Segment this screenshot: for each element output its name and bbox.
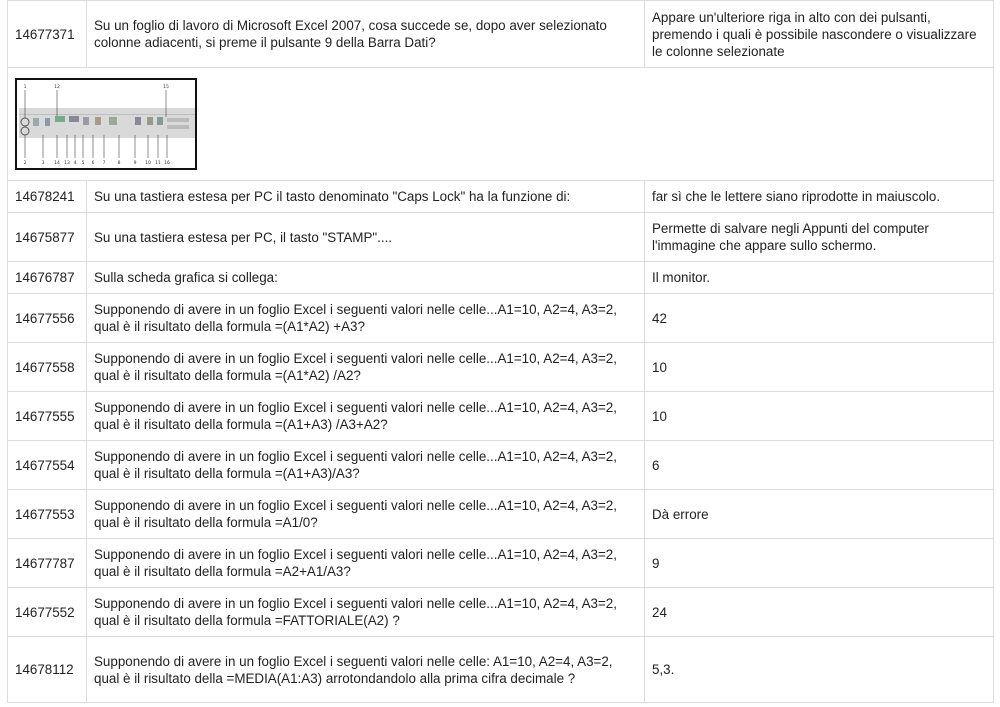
question-text: Su una tastiera estesa per PC il tasto denominato "Caps Lock" ha la funzione di:	[87, 181, 645, 213]
answer-text: 9	[645, 539, 994, 588]
answer-text: Permette di salvare negli Appunti del computer l'immagine che appare sullo schermo.	[645, 213, 994, 262]
table-row	[8, 181, 994, 213]
ribbon-button-icon	[109, 117, 117, 125]
ribbon-button-icon	[55, 116, 65, 122]
question-id: 14678241	[8, 181, 87, 213]
callout-number: 16	[164, 161, 170, 166]
answer-text: 5,3.	[645, 637, 994, 703]
question-id: 14677371	[8, 1, 87, 68]
table-row	[8, 588, 994, 637]
callout-number: 6	[91, 161, 95, 166]
callout-number: 3	[41, 161, 45, 166]
questions-table	[7, 0, 994, 703]
answer-text: Dà errore	[645, 490, 994, 539]
table-row	[8, 1, 994, 68]
question-text: Su un foglio di lavoro di Microsoft Excel 2007, cosa succede se, dopo aver selezionato colonne adiacenti, si preme il pulsante 9 della Barra Dati?	[87, 1, 645, 68]
question-text: Supponendo di avere in un foglio Excel i seguenti valori nelle celle...A1=10, A2=4, A3=2, qual è il risultato della formula =A1/0?	[87, 490, 645, 539]
table-row	[8, 213, 994, 262]
answer-text: Appare un'ulteriore riga in alto con dei pulsanti, premendo i quali è possibile nascondere o visualizzare le colonne selezionate	[645, 1, 994, 68]
table-row	[8, 343, 994, 392]
callout-number: 1	[23, 85, 27, 90]
answer-text: 42	[645, 294, 994, 343]
table-row	[8, 490, 994, 539]
ribbon-button-icon	[69, 116, 79, 122]
question-id: 14677558	[8, 343, 87, 392]
question-id: 14678112	[8, 637, 87, 703]
answer-text: 6	[645, 441, 994, 490]
excel-ribbon-thumbnail	[15, 78, 197, 170]
question-id: 14677556	[8, 294, 87, 343]
answer-text: far sì che le lettere siano riprodotte in maiuscolo.	[645, 181, 994, 213]
question-text: Supponendo di avere in un foglio Excel i seguenti valori nelle celle...A1=10, A2=4, A3=2, qual è il risultato della formula =(A1+A3) /A3+A2?	[87, 392, 645, 441]
ribbon-button-icon	[33, 118, 39, 126]
callout-number: 2	[23, 161, 27, 166]
answer-text: 10	[645, 343, 994, 392]
callout-number: 4	[73, 161, 77, 166]
question-id: 14677555	[8, 392, 87, 441]
answer-text: 10	[645, 392, 994, 441]
answer-text: Il monitor.	[645, 262, 994, 294]
image-row	[8, 68, 994, 181]
table-row	[8, 392, 994, 441]
question-id: 14675877	[8, 213, 87, 262]
table-row	[8, 539, 994, 588]
callout-number: 13	[64, 161, 70, 166]
question-text: Supponendo di avere in un foglio Excel i seguenti valori nelle celle...A1=10, A2=4, A3=2, qual è il risultato della formula =FATTORIALE(A2) ?	[87, 588, 645, 637]
callout-number: 14	[54, 161, 60, 166]
question-text: Supponendo di avere in un foglio Excel i seguenti valori nelle celle: A1=10, A2=4, A3=2, qual è il risultato della =MEDIA(A1:A3) arrotondandolo alla prima cifra decimale ?	[87, 637, 645, 703]
ribbon-button-icon	[45, 118, 50, 126]
question-text: Supponendo di avere in un foglio Excel i seguenti valori nelle celle...A1=10, A2=4, A3=2, qual è il risultato della formula =A2+A1/A3?	[87, 539, 645, 588]
ribbon-button-icon	[95, 117, 101, 125]
question-text: Supponendo di avere in un foglio Excel i seguenti valori nelle celle...A1=10, A2=4, A3=2, qual è il risultato della formula =(A1*A2) /A2?	[87, 343, 645, 392]
figure-cell	[8, 68, 994, 181]
question-text: Supponendo di avere in un foglio Excel i seguenti valori nelle celle...A1=10, A2=4, A3=2, qual è il risultato della formula =(A1+A3)/A3?	[87, 441, 645, 490]
table-row	[8, 637, 994, 703]
ribbon-button-icon	[157, 117, 163, 125]
callout-number: 12	[54, 85, 60, 90]
table-row	[8, 262, 994, 294]
question-text: Sulla scheda grafica si collega:	[87, 262, 645, 294]
question-id: 14677554	[8, 441, 87, 490]
ribbon-button-icon	[167, 118, 189, 122]
callout-number: 15	[163, 85, 169, 90]
question-text: Su una tastiera estesa per PC, il tasto "STAMP"....	[87, 213, 645, 262]
ribbon-button-icon	[167, 125, 189, 129]
question-id: 14677552	[8, 588, 87, 637]
ribbon-button-icon	[83, 117, 89, 125]
callout-number: 5	[81, 161, 85, 166]
table-row	[8, 441, 994, 490]
callout-number: 7	[102, 161, 106, 166]
answer-text: 24	[645, 588, 994, 637]
callout-number: 11	[155, 161, 161, 166]
question-id: 14676787	[8, 262, 87, 294]
callout-number: 9	[133, 161, 137, 166]
question-text: Supponendo di avere in un foglio Excel i seguenti valori nelle celle...A1=10, A2=4, A3=2, qual è il risultato della formula =(A1*A2) +A3?	[87, 294, 645, 343]
ribbon-button-icon	[147, 117, 153, 125]
ribbon-line	[19, 114, 195, 115]
question-id: 14677787	[8, 539, 87, 588]
ribbon-button-icon	[135, 117, 141, 125]
table-row	[8, 294, 994, 343]
callout-number: 10	[145, 161, 151, 166]
callout-number: 8	[117, 161, 121, 166]
question-id: 14677553	[8, 490, 87, 539]
